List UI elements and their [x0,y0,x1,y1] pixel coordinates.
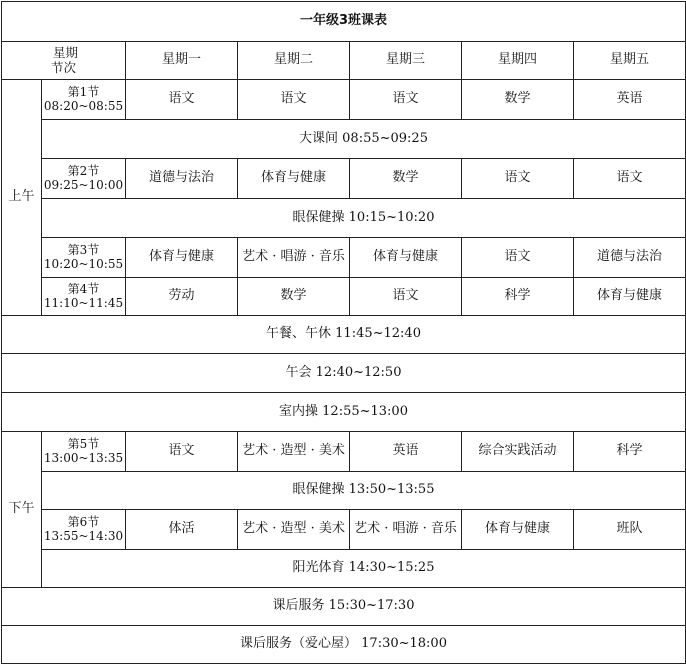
timetable [1,1,686,664]
break-eye-exercise-pm: 眼保健操 13:50~13:55 [42,472,686,510]
break-indoor-exercise: 室内操 12:55~13:00 [2,393,686,432]
period-4 [42,278,126,316]
corner-weekday-label: 星期 [52,45,78,61]
break-eye-exercise-am: 眼保健操 10:15~10:20 [42,199,686,238]
header-day-wed: 星期三 [350,42,462,80]
period-name: 第2节 [67,163,100,178]
course-cell: 艺术 · 唱游 · 音乐 [350,510,462,550]
course-cell: 体育与健康 [462,510,574,550]
course-cell: 道德与法治 [574,238,686,278]
course-cell: 科学 [462,278,574,316]
course-cell: 体育与健康 [238,159,350,199]
period-name: 第4节 [67,281,100,296]
after-school-service-love-house: 课后服务（爱心屋） 17:30~18:00 [2,626,686,664]
period-5 [42,432,126,472]
course-cell: 艺术 · 造型 · 美术 [238,510,350,550]
course-cell: 班队 [574,510,686,550]
course-cell: 体育与健康 [350,238,462,278]
course-cell: 体育与健康 [574,278,686,316]
course-cell: 语文 [350,80,462,120]
course-cell: 道德与法治 [126,159,238,199]
course-cell: 综合实践活动 [462,432,574,472]
morning-label: 上午 [2,80,42,316]
period-name: 第3节 [67,242,100,257]
period-time: 13:00~13:35 [43,450,124,465]
course-cell: 艺术 · 唱游 · 音乐 [238,238,350,278]
course-cell: 语文 [462,238,574,278]
header-day-thu: 星期四 [462,42,574,80]
course-cell: 语文 [350,278,462,316]
period-name: 第6节 [67,514,100,529]
period-time: 10:20~10:55 [43,256,124,271]
course-cell: 数学 [238,278,350,316]
course-cell: 体活 [126,510,238,550]
period-1 [42,80,126,120]
course-cell: 艺术 · 造型 · 美术 [238,432,350,472]
course-cell: 英语 [350,432,462,472]
course-cell: 劳动 [126,278,238,316]
break-big-break: 大课间 08:55~09:25 [42,120,686,159]
break-noon-meeting: 午会 12:40~12:50 [2,354,686,393]
period-2 [42,159,126,199]
course-cell: 语文 [462,159,574,199]
corner-period-label: 节次 [50,59,76,75]
course-cell: 语文 [574,159,686,199]
afternoon-label: 下午 [2,432,42,588]
break-lunch: 午餐、午休 11:45~12:40 [2,316,686,354]
course-cell: 科学 [574,432,686,472]
header-day-mon: 星期一 [126,42,238,80]
period-time: 08:20~08:55 [43,98,124,113]
break-sunshine-pe: 阳光体育 14:30~15:25 [42,550,686,588]
course-cell: 数学 [462,80,574,120]
period-3 [42,238,126,278]
timetable-title: 一年级3班课表 [2,2,686,42]
after-school-service: 课后服务 15:30~17:30 [2,588,686,626]
course-cell: 体育与健康 [126,238,238,278]
course-cell: 语文 [126,80,238,120]
period-time: 13:55~14:30 [43,528,124,543]
period-name: 第1节 [67,84,100,99]
period-name: 第5节 [67,436,100,451]
period-6 [42,510,126,550]
header-day-tue: 星期二 [238,42,350,80]
course-cell: 英语 [574,80,686,120]
course-cell: 数学 [350,159,462,199]
header-day-fri: 星期五 [574,42,686,80]
header-corner [2,42,126,80]
period-time: 11:10~11:45 [43,295,124,310]
course-cell: 语文 [126,432,238,472]
period-time: 09:25~10:00 [43,177,124,192]
course-cell: 语文 [238,80,350,120]
